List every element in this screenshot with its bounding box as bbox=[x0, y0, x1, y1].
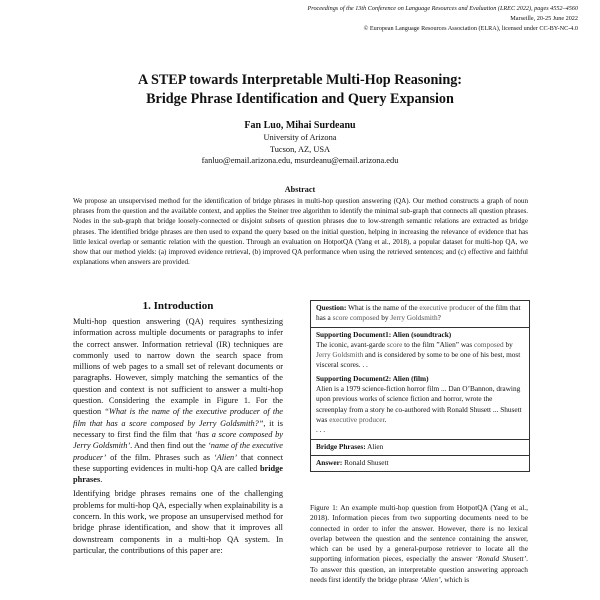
figure-text: and is considered by some to be one of his best, most visceral scores. . . bbox=[316, 350, 521, 370]
question-label: Question: bbox=[316, 303, 347, 312]
example-question: “What is the name of the executive producer of the film that has a score composed by Jerry Goldsmith?” bbox=[73, 407, 283, 428]
intro-paragraph-2: Identifying bridge phrases remains one of the challenging problems for multi-hop QA, especially when explainability is a concern. In this work, we propose an unsupervised method for bridge phrase identification, and show that it improves all downstream components in a multi-hop QA system. In particular, the contributions of this paper are: bbox=[73, 489, 283, 555]
document-1-label: Supporting Document1: Alien (soundtrack) bbox=[316, 329, 452, 339]
bridge-value: Alien bbox=[365, 441, 384, 451]
figure-text: . bbox=[384, 414, 387, 424]
abstract-text: We propose an unsupervised method for the identification of bridge phrases in multi-hop question answering (QA). Our method constructs a graph of noun phrases from the question and the available context, and applies the Steiner tree algorithm to identify the minimal sub-graph that connects all question phrases. Nodes in the sub-graph that bridge loosely-connected or disjoint subsets of question phrases due to low-strength semantic relations are extracted as bridge phrases. The identified bridge phrases are then used to expand the query based on the initial question, helping in increasing the relevance of evidence that has little lexical overlap or semantic relation with the question. Through an evaluation on HotpotQA (Yang et al., 2018), a popular dataset for multi-hop QA, we show that our method yields: (a) improved evidence retrieval, (b) improved QA performance when using the retrieved sentences; and (c) effective and faithful explanations when answers are provided. bbox=[73, 197, 528, 267]
intro-quote: ‘Alien’ bbox=[213, 452, 237, 462]
figure-text: by bbox=[503, 339, 513, 349]
introduction-body bbox=[73, 316, 283, 559]
affiliation bbox=[0, 132, 600, 167]
section-heading-introduction: 1. Introduction bbox=[142, 300, 214, 312]
figure-text: to the film ”Alien” was bbox=[402, 339, 475, 349]
license-line: © European Language Resources Association (ELRA), licensed under CC-BY-NC-4.0 bbox=[363, 25, 578, 32]
intro-text: Multi-hop question answering (QA) requires synthesizing information across multiple documents or paragraphs to infer the correct answer. Information retrieval (IR) techniques are commonly used to narrow down the search space from millions of web pages to a small set of relevant documents or paragraphs. However, simply matching the semantics of the question and context is not sufficient to answer a multi-hop question. Considering the example in Figure 1. For the question bbox=[73, 317, 283, 417]
figure-answer-cell bbox=[311, 456, 529, 471]
intro-paragraph-1 bbox=[73, 316, 283, 485]
figure-text: of the film that has a bbox=[316, 303, 521, 323]
intro-text: , it is necessary to first find the film that bbox=[73, 418, 283, 439]
paper-title bbox=[0, 71, 600, 109]
figure-text: ? bbox=[437, 313, 441, 323]
abstract-heading: Abstract bbox=[284, 185, 316, 194]
document-2-text bbox=[316, 384, 524, 425]
figure-text: Alien is a 1979 science-fiction horror film ... Dan O’Bannon, drawing upon previous works of science fiction and horror, wrote the screenplay from a story he co-authored with Ronald Shusett ... Shusett was bbox=[316, 384, 522, 424]
highlight: Jerry Goldsmith bbox=[316, 350, 364, 360]
answer-label: Answer: bbox=[316, 457, 343, 467]
intro-text: that connect these supporting evidences in multi-hop QA are called bbox=[73, 452, 284, 473]
figure-text: The iconic, avant-garde bbox=[316, 339, 387, 349]
venue-line: Marseille, 20-25 June 2022 bbox=[510, 15, 578, 22]
intro-text: of the film. Phrases such as bbox=[106, 452, 214, 462]
figure-1-caption bbox=[310, 503, 528, 585]
highlight: score composed bbox=[332, 313, 380, 323]
highlight: executive producer bbox=[419, 303, 476, 312]
bridge-phrases-term: bridge phrases bbox=[73, 463, 283, 485]
highlight: executive producer bbox=[329, 414, 385, 424]
document-2-label: Supporting Document2: Alien (film) bbox=[316, 373, 429, 383]
proceedings-line: Proceedings of the 13th Conference on Language Resources and Evaluation (LREC 2022), pages 4552–4560 bbox=[307, 5, 578, 12]
caption-quote: ‘Ronald Shusett’ bbox=[475, 554, 527, 564]
affiliation-emails: fanluo@email.arizona.edu, msurdeanu@email.arizona.edu bbox=[201, 156, 399, 165]
ellipsis: . . . bbox=[316, 425, 326, 435]
affiliation-location: Tucson, AZ, USA bbox=[269, 144, 331, 154]
intro-text: . bbox=[100, 475, 103, 485]
document-1-text bbox=[316, 340, 524, 371]
caption-quote: ‘Alien’ bbox=[420, 575, 441, 585]
figure-text: What is the name of the bbox=[346, 303, 420, 312]
figure-1-box bbox=[310, 300, 530, 472]
proceedings-header bbox=[308, 4, 579, 34]
caption-text: , which is bbox=[440, 575, 470, 585]
highlight: score bbox=[386, 339, 403, 349]
bridge-label: Bridge Phrases: bbox=[316, 441, 366, 451]
intro-quote: ‘has a score composed by Jerry Goldsmith’ bbox=[73, 429, 283, 451]
title-line-2: Bridge Phrase Identification and Query Expansion bbox=[146, 91, 454, 107]
title-line-1: A STEP towards Interpretable Multi-Hop Reasoning: bbox=[137, 72, 463, 88]
authors: Fan Luo, Mihai Surdeanu bbox=[244, 120, 356, 131]
caption-text: Figure 1: An example multi-hop question from HotpotQA (Yang et al., 2018). Information pieces from two supporting documents need to be connected in order to infer the answer. However, there is no lexical overlap between the question and the sentence containing the answer, which can be used by a general-purpose retriever to locate all the supporting information pieces, especially the answer bbox=[310, 503, 528, 564]
intro-text: . And then find out the bbox=[130, 441, 209, 451]
caption-text: . To answer this question, an interpretable question answering approach needs first identify the bridge phrase bbox=[310, 554, 529, 585]
answer-value: Ronald Shusett bbox=[342, 457, 389, 467]
intro-quote: ‘name of the executive producer’ bbox=[73, 441, 283, 462]
figure-text: by bbox=[379, 313, 391, 323]
highlight: Jerry Goldsmith bbox=[390, 313, 438, 323]
affiliation-university: University of Arizona bbox=[263, 133, 337, 142]
highlight: composed bbox=[474, 339, 504, 349]
figure-bridge-cell bbox=[311, 440, 529, 456]
figure-documents-cell bbox=[311, 328, 529, 440]
figure-question-cell bbox=[311, 301, 529, 328]
